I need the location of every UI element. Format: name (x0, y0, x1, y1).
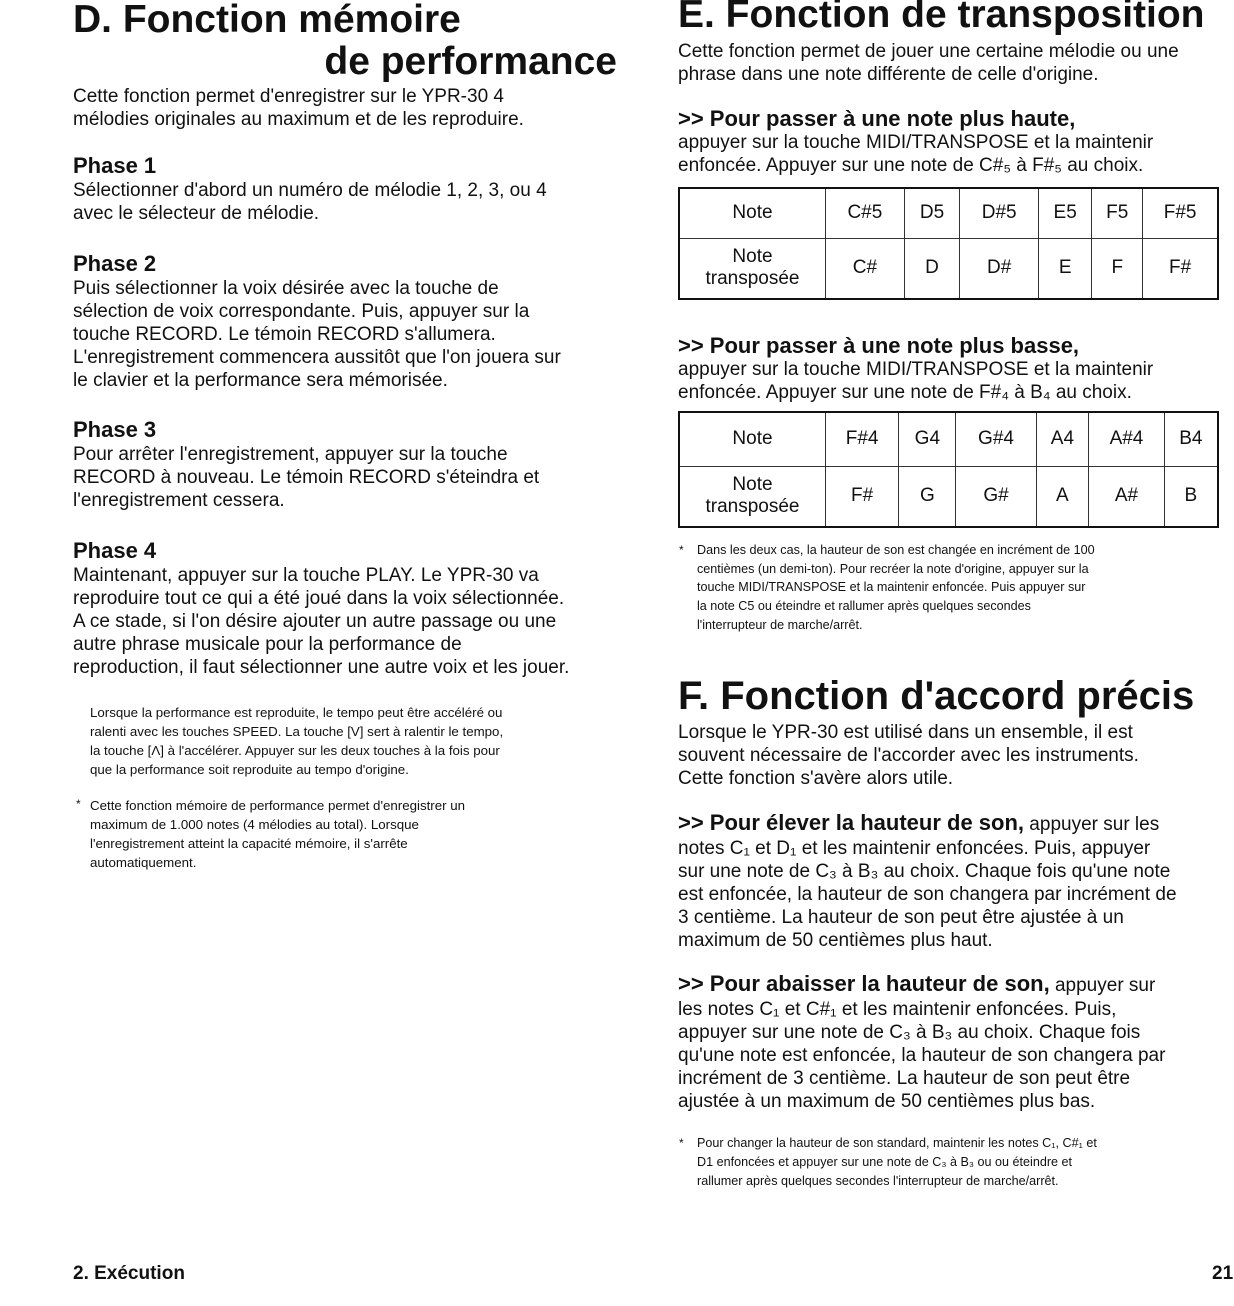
table-cell: F#4 (826, 412, 899, 466)
cell-line: transposée (705, 268, 800, 290)
text-line: A ce stade, si l'on désire ajouter un autre passage ou une (73, 611, 557, 632)
text-line: automatiquement. (90, 855, 197, 870)
table-cell: A# (1089, 466, 1165, 527)
table-cell: B (1164, 466, 1218, 527)
text-line: touche RECORD. Le témoin RECORD s'allumera. (73, 324, 496, 345)
text-line: souvent nécessaire de l'accorder avec les instruments. (678, 745, 1139, 766)
table-cell: D (904, 238, 960, 299)
section-e-title: E. Fonction de transposition (678, 0, 1205, 36)
table-cell: F#5 (1143, 188, 1218, 238)
table-cell: D# (960, 238, 1039, 299)
text-line: enfoncée. Appuyer sur une note de F#₄ à B₄ au choix. (678, 382, 1132, 403)
table-row (679, 188, 1218, 238)
table-cell: G4 (899, 412, 956, 466)
text-line: l'interrupteur de marche/arrêt. (697, 617, 863, 632)
table-cell: C# (826, 238, 905, 299)
text-line: qu'une note est enfoncée, la hauteur de son changera par (678, 1045, 1166, 1066)
text-line: Cette fonction permet d'enregistrer sur le YPR-30 4 (73, 86, 504, 107)
transpose-up-table (678, 187, 1219, 300)
footnote-star: * (679, 543, 684, 557)
table-cell: E (1039, 238, 1092, 299)
phase-3 (73, 417, 539, 512)
section-d-title-2: de performance (324, 40, 617, 83)
text-line: Cette fonction s'avère alors utile. (678, 768, 954, 789)
table-cell: F# (1143, 238, 1218, 299)
text-line: l'enregistrement cessera. (73, 490, 285, 511)
section-d-title: D. Fonction mémoire (73, 0, 461, 41)
tuning-note (697, 1134, 1097, 1191)
table-cell: D5 (904, 188, 960, 238)
footer-section: 2. Exécution (73, 1263, 185, 1284)
table-cell: G# (956, 466, 1036, 527)
footnote-star: * (76, 797, 81, 811)
text-line: maximum de 50 centièmes plus haut. (678, 930, 993, 951)
text-line: autre phrase musicale pour la performance de (73, 634, 462, 655)
text-line: reproduire tout ce qui a été joué dans la voix sélectionnée. (73, 588, 565, 609)
table-cell: D#5 (960, 188, 1039, 238)
text-line: ajustée à un maximum de 50 centièmes plus bas. (678, 1091, 1096, 1112)
text-line: sélection de voix correspondante. Puis, appuyer sur la (73, 301, 530, 322)
subheading: >> Pour passer à une note plus haute, (678, 106, 1076, 131)
phase-1 (73, 153, 547, 225)
text-line: reproduction, il faut sélectionner une autre voix et les jouer. (73, 657, 570, 678)
text-line: Lorsque la performance est reproduite, le tempo peut être accéléré ou (90, 705, 503, 720)
text-line: avec le sélecteur de mélodie. (73, 203, 320, 224)
table-row (679, 238, 1218, 299)
table-cell: Note (679, 188, 826, 238)
table-cell (679, 466, 826, 527)
text-line: l'enregistrement atteint la capacité mémoire, il s'arrête (90, 836, 408, 851)
text-line: RECORD à nouveau. Le témoin RECORD s'éteindra et (73, 467, 540, 488)
text-line: Puis sélectionner la voix désirée avec la touche de (73, 278, 499, 299)
text-line: Maintenant, appuyer sur la touche PLAY. Le YPR-30 va (73, 565, 539, 586)
phase-heading: Phase 4 (73, 538, 157, 563)
tempo-note (90, 703, 503, 779)
text-line: que la performance soit reproduite au tempo d'origine. (90, 762, 409, 777)
table-cell: G (899, 466, 956, 527)
text-line: appuyer sur les (1024, 814, 1160, 835)
table-cell: C#5 (826, 188, 905, 238)
cell-line: Note (732, 246, 773, 268)
page-number: 21 (1212, 1263, 1234, 1284)
subheading: >> Pour élever la hauteur de son, (678, 810, 1025, 835)
section-f-intro (678, 721, 1139, 790)
section-d-intro (73, 85, 524, 131)
text-line: Dans les deux cas, la hauteur de son est changée en incrément de 100 (697, 543, 1095, 557)
text-line: Cette fonction mémoire de performance permet d'enregistrer un (90, 798, 466, 813)
table-cell: E5 (1039, 188, 1092, 238)
table-cell: F5 (1092, 188, 1143, 238)
text-line: Pour changer la hauteur de son standard, maintenir les notes C₁, C#₁ et (697, 1136, 1097, 1150)
text-line: Sélectionner d'abord un numéro de mélodie 1, 2, 3, ou 4 (73, 180, 547, 201)
table-cell: A (1036, 466, 1089, 527)
text-line: est enfoncée, la hauteur de son changera par incrément de (678, 884, 1177, 905)
text-line: appuyer sur une note de C₃ à B₃ au choix. Chaque fois (678, 1022, 1141, 1043)
table-cell (679, 238, 826, 299)
subheading: >> Pour passer à une note plus basse, (678, 333, 1080, 358)
text-line: incrément de 3 centième. La hauteur de son peut être (678, 1068, 1131, 1089)
transpose-up (678, 106, 1153, 177)
text-line: touche MIDI/TRANSPOSE et la maintenir enfoncée. Puis appuyer sur (697, 580, 1086, 595)
table-row (679, 412, 1218, 466)
phase-4 (73, 538, 569, 679)
text-line: ralenti avec les touches SPEED. La touche [V] sert à ralentir le tempo, (90, 724, 504, 739)
text-line: centièmes (un demi-ton). Pour recréer la note d'origine, appuyer sur la (697, 561, 1089, 576)
table-cell: Note (679, 412, 826, 466)
subheading: >> Pour abaisser la hauteur de son, (678, 971, 1050, 996)
text-line: la touche [Λ] à l'accélérer. Appuyer sur les deux touches à la fois pour (90, 743, 500, 758)
table-cell: A4 (1036, 412, 1089, 466)
phase-heading: Phase 2 (73, 251, 157, 276)
text-line: Pour arrêter l'enregistrement, appuyer sur la touche (73, 444, 508, 465)
cell-line: transposée (705, 496, 800, 518)
text-line: phrase dans une note différente de celle d'origine. (678, 64, 1099, 85)
text-line: sur une note de C₃ à B₃ au choix. Chaque fois qu'une note (678, 861, 1171, 882)
text-line: mélodies originales au maximum et de les reproduire. (73, 109, 524, 130)
section-e-intro (678, 40, 1179, 86)
text-line: 3 centième. La hauteur de son peut être ajustée à un (678, 907, 1124, 928)
text-line: appuyer sur la touche MIDI/TRANSPOSE et la maintenir (678, 132, 1154, 153)
text-line: appuyer sur (1049, 975, 1156, 996)
table-cell: A#4 (1089, 412, 1165, 466)
text-line: D1 enfoncées et appuyer sur une note de C₃ à B₃ ou ou éteindre et (697, 1155, 1073, 1169)
lower-pitch (678, 971, 1165, 1113)
cell-line: Note (732, 474, 773, 496)
text-line: enfoncée. Appuyer sur une note de C#₅ à F#₅ au choix. (678, 155, 1144, 176)
text-line: la note C5 ou éteindre et rallumer après quelques secondes (697, 599, 1031, 614)
transpose-note (697, 541, 1095, 635)
section-f-title: F. Fonction d'accord précis (678, 674, 1195, 718)
text-line: L'enregistrement commencera aussitôt que l'on jouera sur (73, 347, 561, 368)
text-line: Lorsque le YPR-30 est utilisé dans un ensemble, il est (678, 722, 1133, 743)
transpose-down-table (678, 411, 1219, 528)
table-cell: F (1092, 238, 1143, 299)
phase-heading: Phase 1 (73, 153, 157, 178)
table-cell: B4 (1164, 412, 1218, 466)
table-cell: G#4 (956, 412, 1036, 466)
footnote-star: * (679, 1136, 684, 1150)
text-line: appuyer sur la touche MIDI/TRANSPOSE et la maintenir (678, 359, 1154, 380)
raise-pitch (678, 810, 1177, 952)
text-line: le clavier et la performance sera mémorisée. (73, 370, 448, 391)
text-line: maximum de 1.000 notes (4 mélodies au total). Lorsque (90, 817, 419, 832)
text-line: rallumer après quelques secondes l'interrupteur de marche/arrêt. (697, 1174, 1059, 1188)
phase-heading: Phase 3 (73, 417, 157, 442)
table-cell: F# (826, 466, 899, 527)
text-line: notes C₁ et D₁ et les maintenir enfoncées. Puis, appuyer (678, 838, 1151, 859)
transpose-down (678, 333, 1153, 404)
phase-2 (73, 251, 561, 392)
text-line: Cette fonction permet de jouer une certaine mélodie ou une (678, 41, 1179, 62)
table-row (679, 466, 1218, 527)
text-line: les notes C₁ et C#₁ et les maintenir enfoncées. Puis, (678, 999, 1117, 1020)
memory-note (90, 796, 465, 872)
